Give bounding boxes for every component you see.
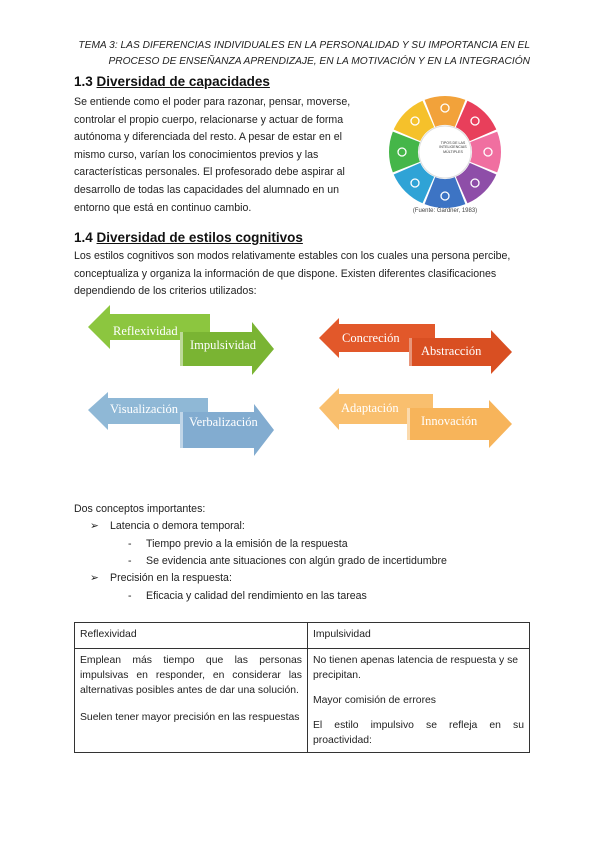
section-title: Diversidad de capacidades (96, 74, 270, 89)
table-cell-impulsividad (308, 649, 530, 753)
section-heading-estilos (74, 230, 303, 245)
figure-caption: (Fuente: Gardner, 1983) (412, 208, 478, 214)
sub-list-item: Eficacia y calidad del rendimiento en las tareas (146, 590, 367, 602)
cell-paragraph: Emplean más tiempo que las personas impulsivas en responder, en considerar las alternativas posibles antes de dar una solución. (80, 655, 302, 696)
header-line-2: PROCESO DE ENSEÑANZA APRENDIZAJE, EN LA MOTIVACIÓN Y EN LA INTEGRACIÓN (108, 56, 530, 67)
concrecion-abstraccion-arrows (319, 318, 512, 374)
paragraph-line: Se entiende como el poder para razonar, pensar, moverse, (74, 96, 351, 108)
table-header-cell: Impulsividad (308, 623, 530, 649)
style-label: Adaptación (341, 401, 399, 415)
list-item: Latencia o demora temporal: (110, 520, 245, 532)
list-item: Precisión en la respuesta: (110, 572, 232, 584)
cell-paragraph: No tienen apenas latencia de respuesta y se precipitan. (313, 655, 519, 681)
paragraph-line: entorno que está en continuo cambio. (74, 201, 252, 214)
header-line-1: TEMA 3: LAS DIFERENCIAS INDIVIDUALES EN LA PERSONALIDAD Y SU IMPORTANCIA EN EL (78, 40, 530, 51)
paragraph-line: dependiendo de los criterios utilizados: (74, 285, 257, 298)
style-label: Verbalización (189, 415, 258, 429)
section-number: 1.4 (74, 230, 93, 245)
arrow-bullet-icon: ➢ (90, 572, 99, 584)
list-title: Dos conceptos importantes: (74, 503, 206, 515)
paragraph-line: desarrollo de todas las capacidades del alumnado en un (74, 183, 340, 196)
section-number: 1.3 (74, 74, 93, 89)
style-label: Concreción (342, 331, 400, 345)
table-cell-reflexividad (75, 649, 308, 753)
capacidades-paragraph (74, 94, 369, 217)
cell-paragraph: El estilo impulsivo se refleja en su proactividad: (313, 720, 524, 746)
table-row (75, 649, 530, 753)
adaptacion-innovacion-arrows (319, 388, 512, 448)
paragraph-line: mismo curso, varían los conocimientos previos y las (74, 148, 319, 161)
paragraph-line: autónoma y diferenciada del resto. A pesar de estar en el (74, 131, 342, 144)
sub-list-item: Tiempo previo a la emisión de la respuesta (146, 538, 348, 550)
estilos-paragraph (74, 248, 530, 301)
sub-list-item: Se evidencia ante situaciones con algún grado de incertidumbre (146, 555, 447, 567)
style-label: Visualización (110, 402, 178, 416)
style-label: Abstracción (421, 344, 482, 358)
cell-paragraph: Suelen tener mayor precisión en las respuestas (80, 712, 300, 723)
table-header-row (75, 623, 530, 649)
paragraph-line: conceptualiza y organiza la información de que dispone. Existen diferentes clasificaciones (74, 267, 497, 280)
wheel-center-label: TIPOS DE LAS INTELIGENCIAS MÚLTIPLES (439, 141, 467, 154)
comparison-table (74, 622, 530, 753)
section-title: Diversidad de estilos cognitivos (96, 230, 303, 245)
dash-bullet-icon: - (128, 555, 132, 567)
style-label: Reflexividad (113, 324, 178, 338)
section-heading-capacidades (74, 74, 270, 89)
running-header (70, 38, 530, 70)
style-label: Innovación (421, 414, 478, 428)
paragraph-line: Los estilos cognitivos son modos relativamente estables con los cuales una persona percibe, (74, 250, 511, 262)
arrow-bullet-icon: ➢ (90, 520, 99, 532)
table-header-cell: Reflexividad (75, 623, 308, 649)
paragraph-line: características personales. El profesorado debe aspirar al (74, 166, 345, 179)
style-label: Impulsividad (190, 338, 256, 352)
paragraph-line: controlar el propio cuerpo, relacionarse y actuar de forma (74, 113, 344, 126)
cell-paragraph: Mayor comisión de errores (313, 695, 436, 706)
dash-bullet-icon: - (128, 538, 132, 550)
dash-bullet-icon: - (128, 590, 132, 602)
